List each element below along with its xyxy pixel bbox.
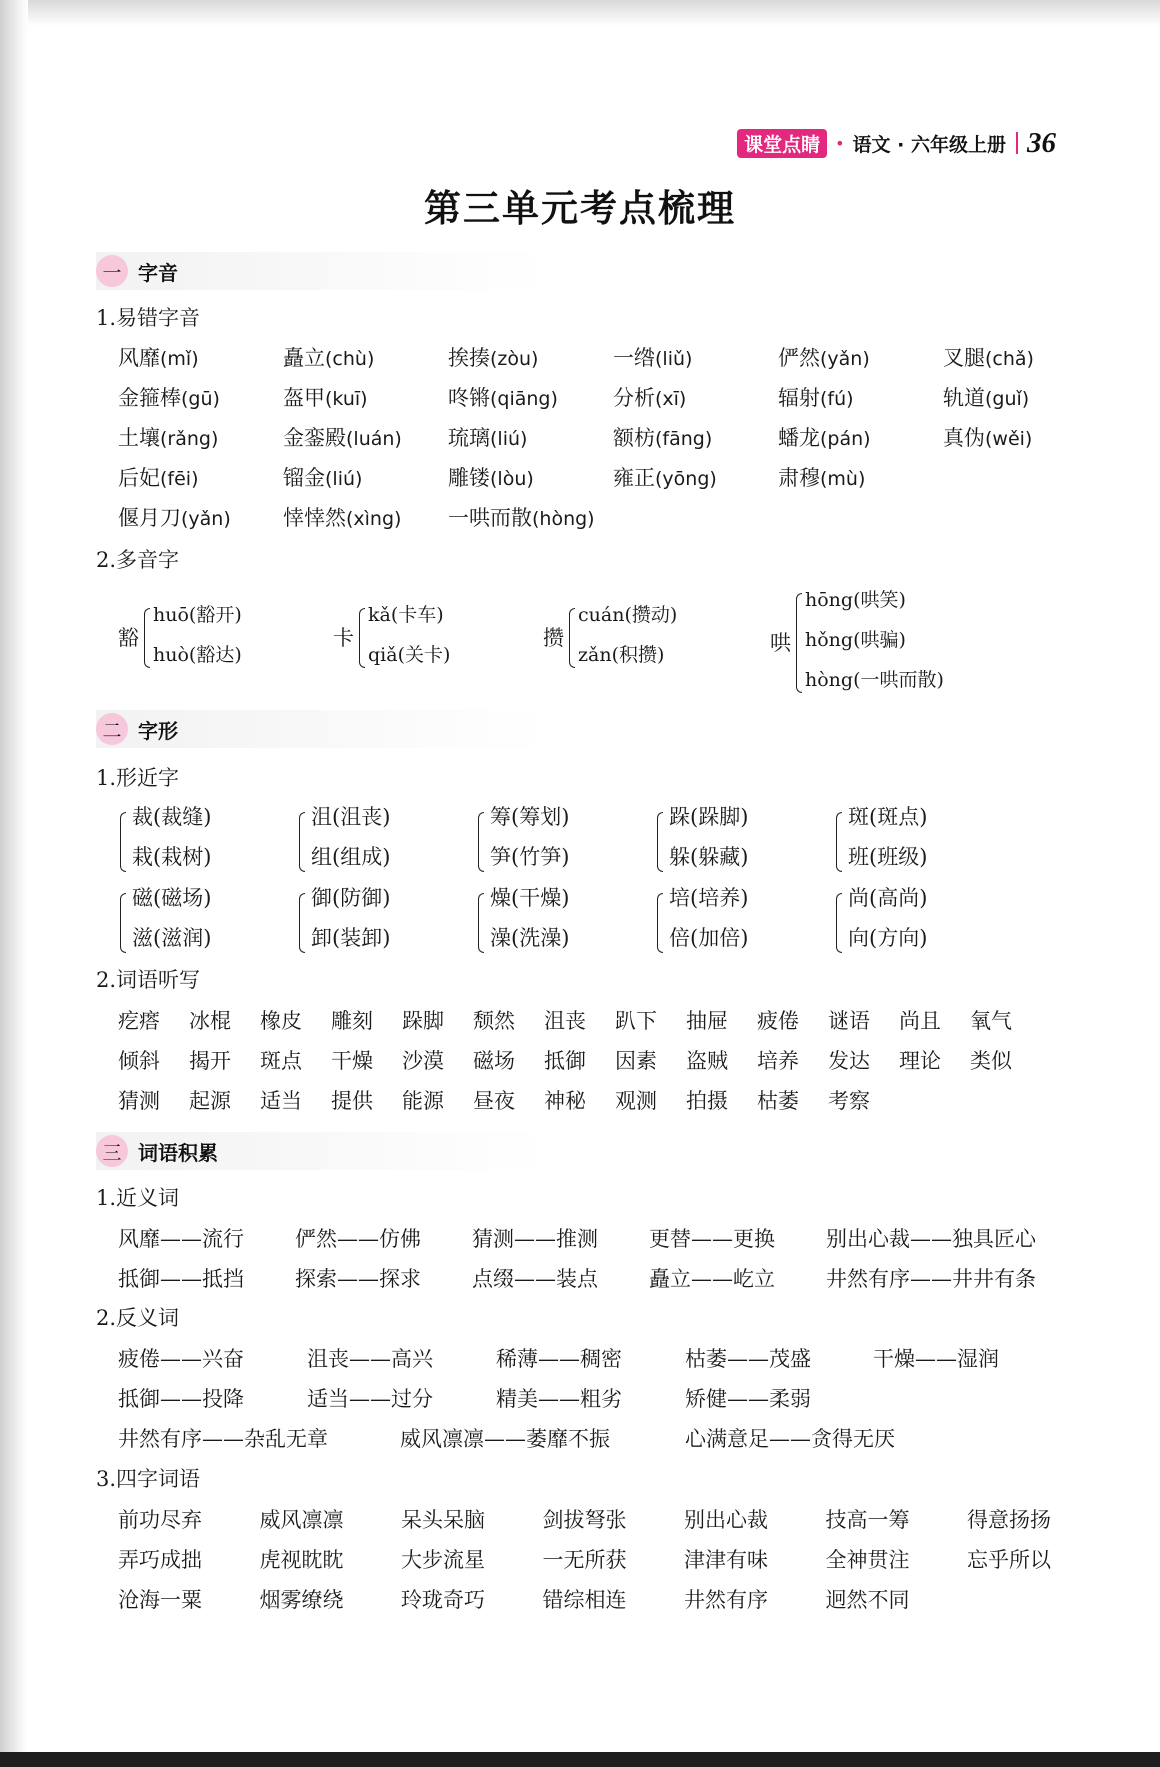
subheading-polyphones: 2.多音字 bbox=[96, 548, 180, 572]
pronunciation-word: 雍正 bbox=[613, 466, 655, 490]
dictation-word: 疲倦 bbox=[757, 1009, 799, 1033]
pronunciation-item bbox=[118, 423, 218, 453]
antonym-pair: 疲倦——兴奋 bbox=[118, 1347, 244, 1371]
idiom: 前功尽弃 bbox=[118, 1508, 202, 1532]
pronunciation-item bbox=[778, 383, 854, 413]
pinyin: (xìng) bbox=[346, 508, 402, 530]
synonym-pair: 点缀——装点 bbox=[472, 1267, 598, 1291]
section-title: 词语积累 bbox=[138, 1140, 218, 1165]
pinyin: (chù) bbox=[325, 348, 375, 370]
pinyin: (gū) bbox=[181, 388, 220, 410]
section-header-vocabulary bbox=[96, 1132, 546, 1170]
brace bbox=[299, 812, 305, 872]
polyphone-char: 卡 bbox=[333, 626, 354, 650]
pronunciation-item bbox=[613, 383, 686, 413]
pair-item: 斑(斑点) bbox=[848, 805, 928, 829]
idiom: 迥然不同 bbox=[825, 1588, 910, 1612]
pair-item: 班(班级) bbox=[848, 845, 928, 869]
brace bbox=[120, 893, 126, 953]
polyphone-reading: kǎ(卡车) bbox=[368, 604, 444, 626]
pair-item: 组(组成) bbox=[311, 845, 391, 869]
section-number: 三 bbox=[96, 1135, 128, 1167]
dictation-word: 昼夜 bbox=[473, 1089, 515, 1113]
pronunciation-item bbox=[943, 423, 1032, 453]
dictation-word: 疙瘩 bbox=[118, 1009, 160, 1033]
pinyin: (liú) bbox=[490, 428, 528, 450]
pinyin: (kuī) bbox=[325, 388, 368, 410]
dictation-word: 神秘 bbox=[544, 1089, 586, 1113]
pinyin: (luán) bbox=[346, 428, 402, 450]
brand-badge: 课堂点睛 bbox=[737, 129, 827, 158]
dictation-word: 适当 bbox=[260, 1089, 302, 1113]
pronunciation-item bbox=[283, 423, 402, 453]
pinyin: (lòu) bbox=[490, 468, 534, 490]
pronunciation-word: 雕镂 bbox=[448, 466, 490, 490]
brace bbox=[144, 608, 150, 668]
idiom: 津津有味 bbox=[684, 1548, 768, 1572]
pronunciation-item bbox=[448, 463, 534, 493]
pronunciation-word: 后妃 bbox=[118, 466, 160, 490]
dictation-word: 枯萎 bbox=[757, 1089, 799, 1113]
pronunciation-item bbox=[778, 463, 865, 493]
pinyin: (hòng) bbox=[532, 508, 595, 530]
idiom: 虎视眈眈 bbox=[259, 1548, 344, 1572]
polyphone-char: 哄 bbox=[770, 631, 791, 655]
dictation-word: 发达 bbox=[828, 1049, 870, 1073]
section-title: 字形 bbox=[138, 718, 178, 743]
idiom: 弄巧成拙 bbox=[118, 1548, 202, 1572]
brace bbox=[359, 608, 365, 668]
pair-item: 磁(磁场) bbox=[132, 886, 212, 910]
page-title: 第三单元考点梳理 bbox=[424, 187, 736, 230]
pronunciation-word: 悻悻然 bbox=[283, 506, 346, 530]
dictation-word: 沙漠 bbox=[402, 1049, 444, 1073]
brace bbox=[836, 812, 842, 872]
pinyin: (xī) bbox=[655, 388, 687, 410]
pinyin: (fēi) bbox=[160, 468, 199, 490]
dictation-word: 理论 bbox=[899, 1049, 941, 1073]
pinyin: (mù) bbox=[820, 468, 866, 490]
dictation-word: 橡皮 bbox=[260, 1009, 302, 1033]
dictation-word: 干燥 bbox=[331, 1049, 373, 1073]
synonym-pair: 别出心裁——独具匠心 bbox=[826, 1227, 1036, 1251]
pair-item: 滋(滋润) bbox=[132, 926, 212, 950]
brace bbox=[836, 893, 842, 953]
brace bbox=[569, 608, 575, 668]
pair-item: 御(防御) bbox=[311, 886, 391, 910]
dictation-word: 倾斜 bbox=[118, 1049, 160, 1073]
pronunciation-item bbox=[283, 383, 368, 413]
pronunciation-item bbox=[778, 423, 871, 453]
pronunciation-word: 一绺 bbox=[613, 346, 655, 370]
dictation-word: 氧气 bbox=[970, 1009, 1012, 1033]
dictation-word: 盗贼 bbox=[686, 1049, 728, 1073]
pronunciation-word: 咚锵 bbox=[448, 386, 490, 410]
polyphone-reading: zǎn(积攒) bbox=[578, 644, 665, 666]
idiom: 大步流星 bbox=[401, 1548, 485, 1572]
dictation-word: 沮丧 bbox=[544, 1009, 586, 1033]
page-top-shadow bbox=[0, 0, 1160, 26]
idiom: 玲珑奇巧 bbox=[401, 1588, 485, 1612]
section-number: 一 bbox=[96, 255, 128, 287]
pronunciation-item bbox=[613, 463, 717, 493]
antonym-pair: 沮丧——高兴 bbox=[307, 1347, 433, 1371]
dictation-word: 尚且 bbox=[899, 1009, 941, 1033]
polyphone-reading: hǒng(哄骗) bbox=[805, 629, 906, 651]
antonym-pair: 适当——过分 bbox=[307, 1387, 433, 1411]
polyphone-reading: huō(豁开) bbox=[153, 604, 242, 626]
dictation-word: 趴下 bbox=[615, 1009, 657, 1033]
antonym-pair: 心满意足——贪得无厌 bbox=[685, 1427, 895, 1451]
idiom: 井然有序 bbox=[684, 1588, 768, 1612]
dictation-word: 斑点 bbox=[260, 1049, 302, 1073]
dictation-word: 考察 bbox=[828, 1089, 870, 1113]
pinyin: (yōng) bbox=[655, 468, 717, 490]
pinyin: (mǐ) bbox=[160, 348, 199, 370]
pronunciation-word: 额枋 bbox=[613, 426, 655, 450]
antonym-pair: 稀薄——稠密 bbox=[496, 1347, 622, 1371]
polyphone-reading: qiǎ(关卡) bbox=[368, 644, 451, 666]
antonym-pair: 矫健——柔弱 bbox=[685, 1387, 811, 1411]
antonym-pair: 威风凛凛——萎靡不振 bbox=[400, 1427, 610, 1451]
brace bbox=[120, 812, 126, 872]
brace bbox=[657, 812, 663, 872]
brace bbox=[299, 893, 305, 953]
pinyin: (chǎ) bbox=[985, 348, 1034, 370]
pronunciation-item bbox=[283, 463, 362, 493]
pinyin: (yǎn) bbox=[181, 508, 231, 530]
pair-item: 尚(高尚) bbox=[848, 886, 928, 910]
dictation-word: 因素 bbox=[615, 1049, 657, 1073]
pronunciation-item bbox=[448, 383, 558, 413]
subheading-four-char-idioms: 3.四字词语 bbox=[96, 1467, 201, 1491]
pinyin: (pán) bbox=[820, 428, 871, 450]
dictation-word: 冰棍 bbox=[189, 1009, 231, 1033]
antonym-pair: 干燥——湿润 bbox=[873, 1347, 999, 1371]
synonym-pair: 井然有序——井井有条 bbox=[826, 1267, 1036, 1291]
pinyin: (liǔ) bbox=[655, 348, 693, 370]
idiom: 呆头呆脑 bbox=[401, 1508, 485, 1532]
pinyin: (guǐ) bbox=[985, 388, 1030, 410]
pronunciation-word: 分析 bbox=[613, 386, 655, 410]
polyphone-reading: cuán(攒动) bbox=[578, 604, 678, 626]
pronunciation-word: 蟠龙 bbox=[778, 426, 820, 450]
pronunciation-word: 辐射 bbox=[778, 386, 820, 410]
antonym-pair: 精美——粗劣 bbox=[496, 1387, 622, 1411]
dictation-word: 起源 bbox=[189, 1089, 231, 1113]
dictation-word: 拍摄 bbox=[686, 1089, 728, 1113]
pinyin: (rǎng) bbox=[160, 428, 219, 450]
pronunciation-word: 金銮殿 bbox=[283, 426, 346, 450]
idiom: 错综相连 bbox=[542, 1588, 627, 1612]
dictation-word: 抽屉 bbox=[686, 1009, 728, 1033]
pair-item: 向(方向) bbox=[848, 926, 928, 950]
pinyin: (zòu) bbox=[490, 348, 539, 370]
brace bbox=[478, 893, 484, 953]
dictation-word: 猜测 bbox=[118, 1089, 160, 1113]
idiom: 技高一筹 bbox=[825, 1508, 910, 1532]
section-number: 二 bbox=[96, 713, 128, 745]
pronunciation-item bbox=[448, 503, 595, 533]
pronunciation-word: 肃穆 bbox=[778, 466, 820, 490]
pair-item: 沮(沮丧) bbox=[311, 805, 391, 829]
idiom: 威风凛凛 bbox=[259, 1508, 344, 1532]
subject-label: 语文 · 六年级上册 bbox=[852, 133, 1006, 156]
idiom: 得意扬扬 bbox=[967, 1508, 1051, 1532]
brace bbox=[796, 593, 802, 693]
pronunciation-item bbox=[118, 383, 220, 413]
polyphone-char: 豁 bbox=[118, 626, 139, 650]
header-divider bbox=[1016, 132, 1018, 154]
synonym-pair: 抵御——抵挡 bbox=[118, 1267, 244, 1291]
pronunciation-word: 盔甲 bbox=[283, 386, 325, 410]
pair-item: 躲(躲藏) bbox=[669, 845, 749, 869]
pronunciation-word: 真伪 bbox=[943, 426, 985, 450]
subheading-dictation: 2.词语听写 bbox=[96, 968, 201, 992]
pair-item: 裁(裁缝) bbox=[132, 805, 212, 829]
pronunciation-item bbox=[283, 503, 401, 533]
bottom-bar bbox=[0, 1752, 1160, 1767]
dictation-word: 揭开 bbox=[189, 1049, 231, 1073]
pinyin: (wěi) bbox=[985, 428, 1033, 450]
synonym-pair: 俨然——仿佛 bbox=[295, 1227, 421, 1251]
page-number: 36 bbox=[1027, 126, 1056, 159]
subheading-error-prone: 1.易错字音 bbox=[96, 306, 201, 330]
synonym-pair: 探索——探求 bbox=[295, 1267, 421, 1291]
synonym-pair: 更替——更换 bbox=[649, 1227, 775, 1251]
idiom: 一无所获 bbox=[542, 1548, 627, 1572]
dictation-word: 类似 bbox=[970, 1049, 1012, 1073]
running-header bbox=[737, 128, 1056, 158]
pinyin: (liú) bbox=[325, 468, 363, 490]
dictation-word: 谜语 bbox=[828, 1009, 870, 1033]
pronunciation-word: 轨道 bbox=[943, 386, 985, 410]
subheading-antonyms: 2.反义词 bbox=[96, 1306, 180, 1330]
dictation-word: 提供 bbox=[331, 1089, 373, 1113]
pair-item: 跺(跺脚) bbox=[669, 805, 749, 829]
polyphone-reading: hōng(哄笑) bbox=[805, 589, 906, 611]
section-header-pronunciation bbox=[96, 252, 546, 290]
pair-item: 澡(洗澡) bbox=[490, 926, 570, 950]
synonym-pair: 猜测——推测 bbox=[472, 1227, 598, 1251]
brace bbox=[657, 893, 663, 953]
pair-item: 卸(装卸) bbox=[311, 926, 391, 950]
polyphone-char: 攒 bbox=[543, 626, 564, 650]
dictation-word: 雕刻 bbox=[331, 1009, 373, 1033]
pair-item: 培(培养) bbox=[669, 886, 749, 910]
dictation-word: 能源 bbox=[402, 1089, 444, 1113]
pronunciation-word: 叉腿 bbox=[943, 346, 985, 370]
pronunciation-word: 金箍棒 bbox=[118, 386, 181, 410]
synonym-pair: 风靡——流行 bbox=[118, 1227, 244, 1251]
pronunciation-item bbox=[118, 503, 231, 533]
pronunciation-item bbox=[778, 343, 870, 373]
antonym-pair: 井然有序——杂乱无章 bbox=[118, 1427, 328, 1451]
pair-item: 栽(栽树) bbox=[132, 845, 212, 869]
idiom: 烟雾缭绕 bbox=[259, 1588, 344, 1612]
pronunciation-item bbox=[613, 343, 692, 373]
polyphone-reading: hòng(一哄而散) bbox=[805, 669, 944, 691]
pair-item: 笋(竹笋) bbox=[490, 845, 570, 869]
pronunciation-item bbox=[613, 423, 712, 453]
pronunciation-word: 俨然 bbox=[778, 346, 820, 370]
polyphone-reading: huò(豁达) bbox=[153, 644, 242, 666]
idiom: 别出心裁 bbox=[684, 1508, 768, 1532]
subheading-synonyms: 1.近义词 bbox=[96, 1186, 180, 1210]
brace bbox=[478, 812, 484, 872]
section-header-glyphs bbox=[96, 710, 546, 748]
idiom: 剑拔弩张 bbox=[542, 1508, 627, 1532]
pronunciation-word: 挨揍 bbox=[448, 346, 490, 370]
header-dot: • bbox=[835, 133, 845, 153]
pronunciation-item bbox=[283, 343, 374, 373]
pronunciation-item bbox=[118, 343, 199, 373]
dictation-word: 抵御 bbox=[544, 1049, 586, 1073]
pinyin: (qiāng) bbox=[490, 388, 558, 410]
page-left-shadow bbox=[0, 0, 28, 1767]
pronunciation-item bbox=[118, 463, 198, 493]
dictation-word: 颓然 bbox=[473, 1009, 515, 1033]
section-title: 字音 bbox=[138, 260, 178, 285]
dictation-word: 跺脚 bbox=[402, 1009, 444, 1033]
pronunciation-word: 琉璃 bbox=[448, 426, 490, 450]
pronunciation-item bbox=[448, 423, 527, 453]
pinyin: (yǎn) bbox=[820, 348, 870, 370]
pronunciation-word: 土壤 bbox=[118, 426, 160, 450]
pronunciation-word: 镏金 bbox=[283, 466, 325, 490]
antonym-pair: 抵御——投降 bbox=[118, 1387, 244, 1411]
pair-item: 燥(干燥) bbox=[490, 886, 570, 910]
dictation-word: 培养 bbox=[757, 1049, 799, 1073]
dictation-word: 观测 bbox=[615, 1089, 657, 1113]
idiom: 忘乎所以 bbox=[967, 1548, 1051, 1572]
dictation-word: 磁场 bbox=[473, 1049, 515, 1073]
pair-item: 倍(加倍) bbox=[669, 926, 749, 950]
synonym-pair: 矗立——屹立 bbox=[649, 1267, 775, 1291]
pronunciation-word: 矗立 bbox=[283, 346, 325, 370]
pronunciation-item bbox=[448, 343, 538, 373]
antonym-pair: 枯萎——茂盛 bbox=[685, 1347, 811, 1371]
subheading-similar-chars: 1.形近字 bbox=[96, 766, 180, 790]
pinyin: (fāng) bbox=[655, 428, 713, 450]
pronunciation-item bbox=[943, 343, 1034, 373]
pair-item: 筹(筹划) bbox=[490, 805, 570, 829]
pronunciation-item bbox=[943, 383, 1029, 413]
idiom: 全神贯注 bbox=[825, 1548, 910, 1572]
pronunciation-word: 风靡 bbox=[118, 346, 160, 370]
pronunciation-word: 一哄而散 bbox=[448, 506, 532, 530]
pronunciation-word: 偃月刀 bbox=[118, 506, 181, 530]
pinyin: (fú) bbox=[820, 388, 854, 410]
idiom: 沧海一粟 bbox=[118, 1588, 202, 1612]
